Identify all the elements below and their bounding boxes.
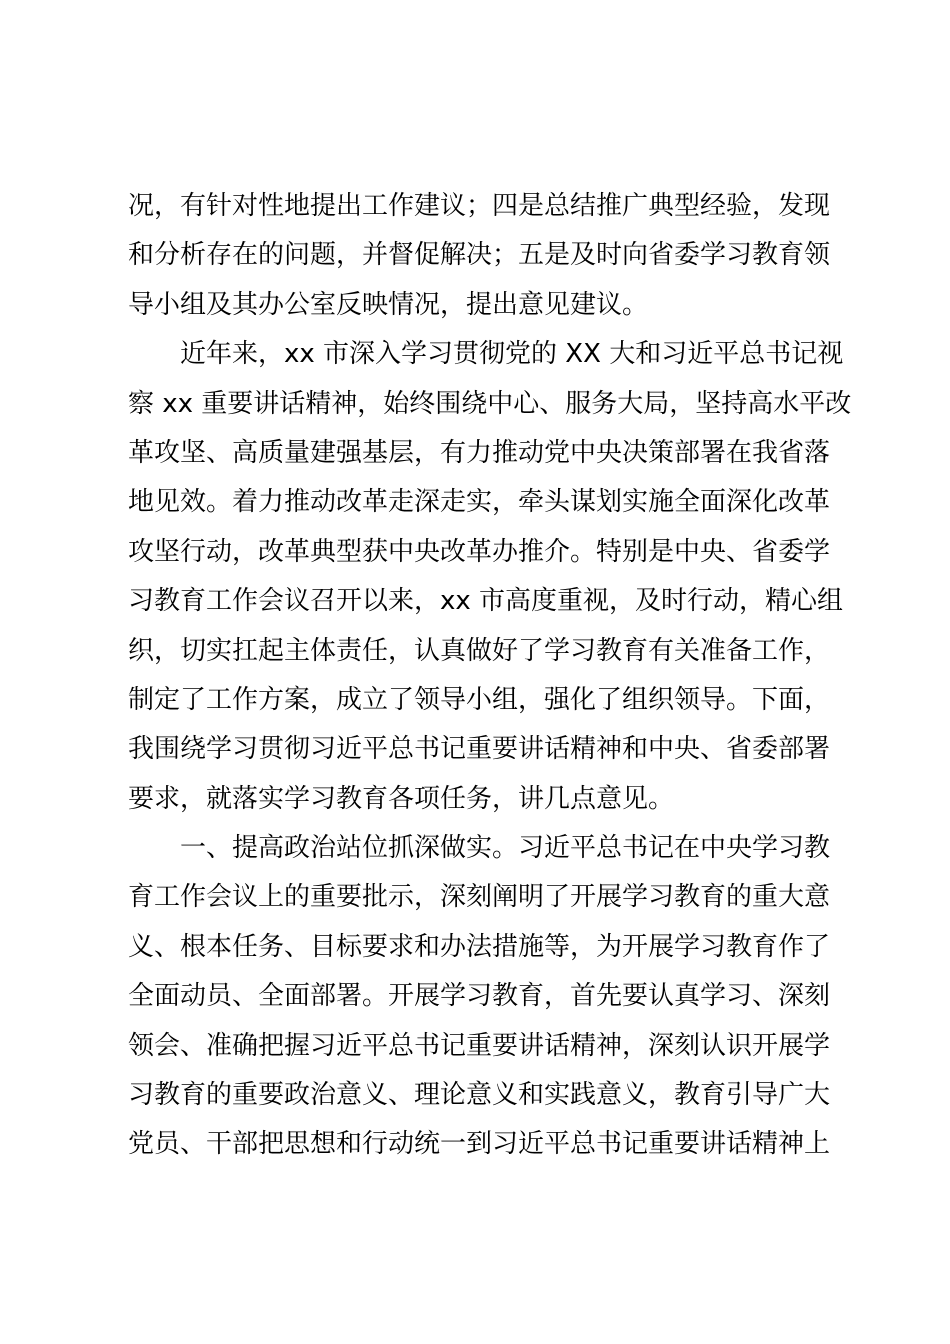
text-line: 导小组及其办公室反映情况，提出意见建议。: [128, 289, 649, 320]
text-line: 全面动员、全面部署。开展学习教育，首先要认真学习、深刻: [128, 981, 831, 1012]
text-line: 地见效。着力推动改革走深走实，牵头谋划实施全面深化改革: [128, 487, 831, 518]
text-line: 和分析存在的问题，并督促解决；五是及时向省委学习教育领: [128, 240, 831, 271]
text-line: 革攻坚、高质量建强基层，有力推动党中央决策部署在我省落: [128, 437, 831, 468]
text-line: 我围绕学习贯彻习近平总书记重要讲话精神和中央、省委部署: [128, 734, 831, 765]
text-line: 况，有针对性地提出工作建议；四是总结推广典型经验，发现: [128, 191, 831, 221]
text-line: 攻坚行动，改革典型获中央改革办推介。特别是中央、省委学: [128, 536, 831, 567]
text-line: 制定了工作方案，成立了领导小组，强化了组织领导。下面，: [128, 684, 831, 715]
text-line: 习教育的重要政治意义、理论意义和实践意义，教育引导广大: [128, 1080, 831, 1111]
text-line: 领会、准确把握习近平总书记重要讲话精神，深刻认识开展学: [128, 1030, 831, 1061]
text-line: 察 xx 重要讲话精神，始终围绕中心、服务大局，坚持高水平改: [128, 388, 852, 419]
text-line: 织，切实扛起主体责任，认真做好了学习教育有关准备工作，: [128, 635, 831, 666]
paragraph-start-line: 近年来，xx 市深入学习贯彻党的 XX 大和习近平总书记视: [180, 339, 844, 370]
text-line: 习教育工作会议召开以来，xx 市高度重视，及时行动，精心组: [128, 586, 844, 617]
text-line: 党员、干部把思想和行动统一到习近平总书记重要讲话精神上: [128, 1129, 831, 1160]
paragraph-start-line: 一、提高政治站位抓深做实。习近平总书记在中央学习教: [180, 833, 831, 864]
text-line: 育工作会议上的重要批示，深刻阐明了开展学习教育的重大意: [128, 882, 831, 913]
body-text: [128, 182, 852, 1170]
text-line: 要求，就落实学习教育各项任务，讲几点意见。: [128, 783, 675, 814]
text-line: 义、根本任务、目标要求和办法措施等，为开展学习教育作了: [128, 931, 831, 962]
